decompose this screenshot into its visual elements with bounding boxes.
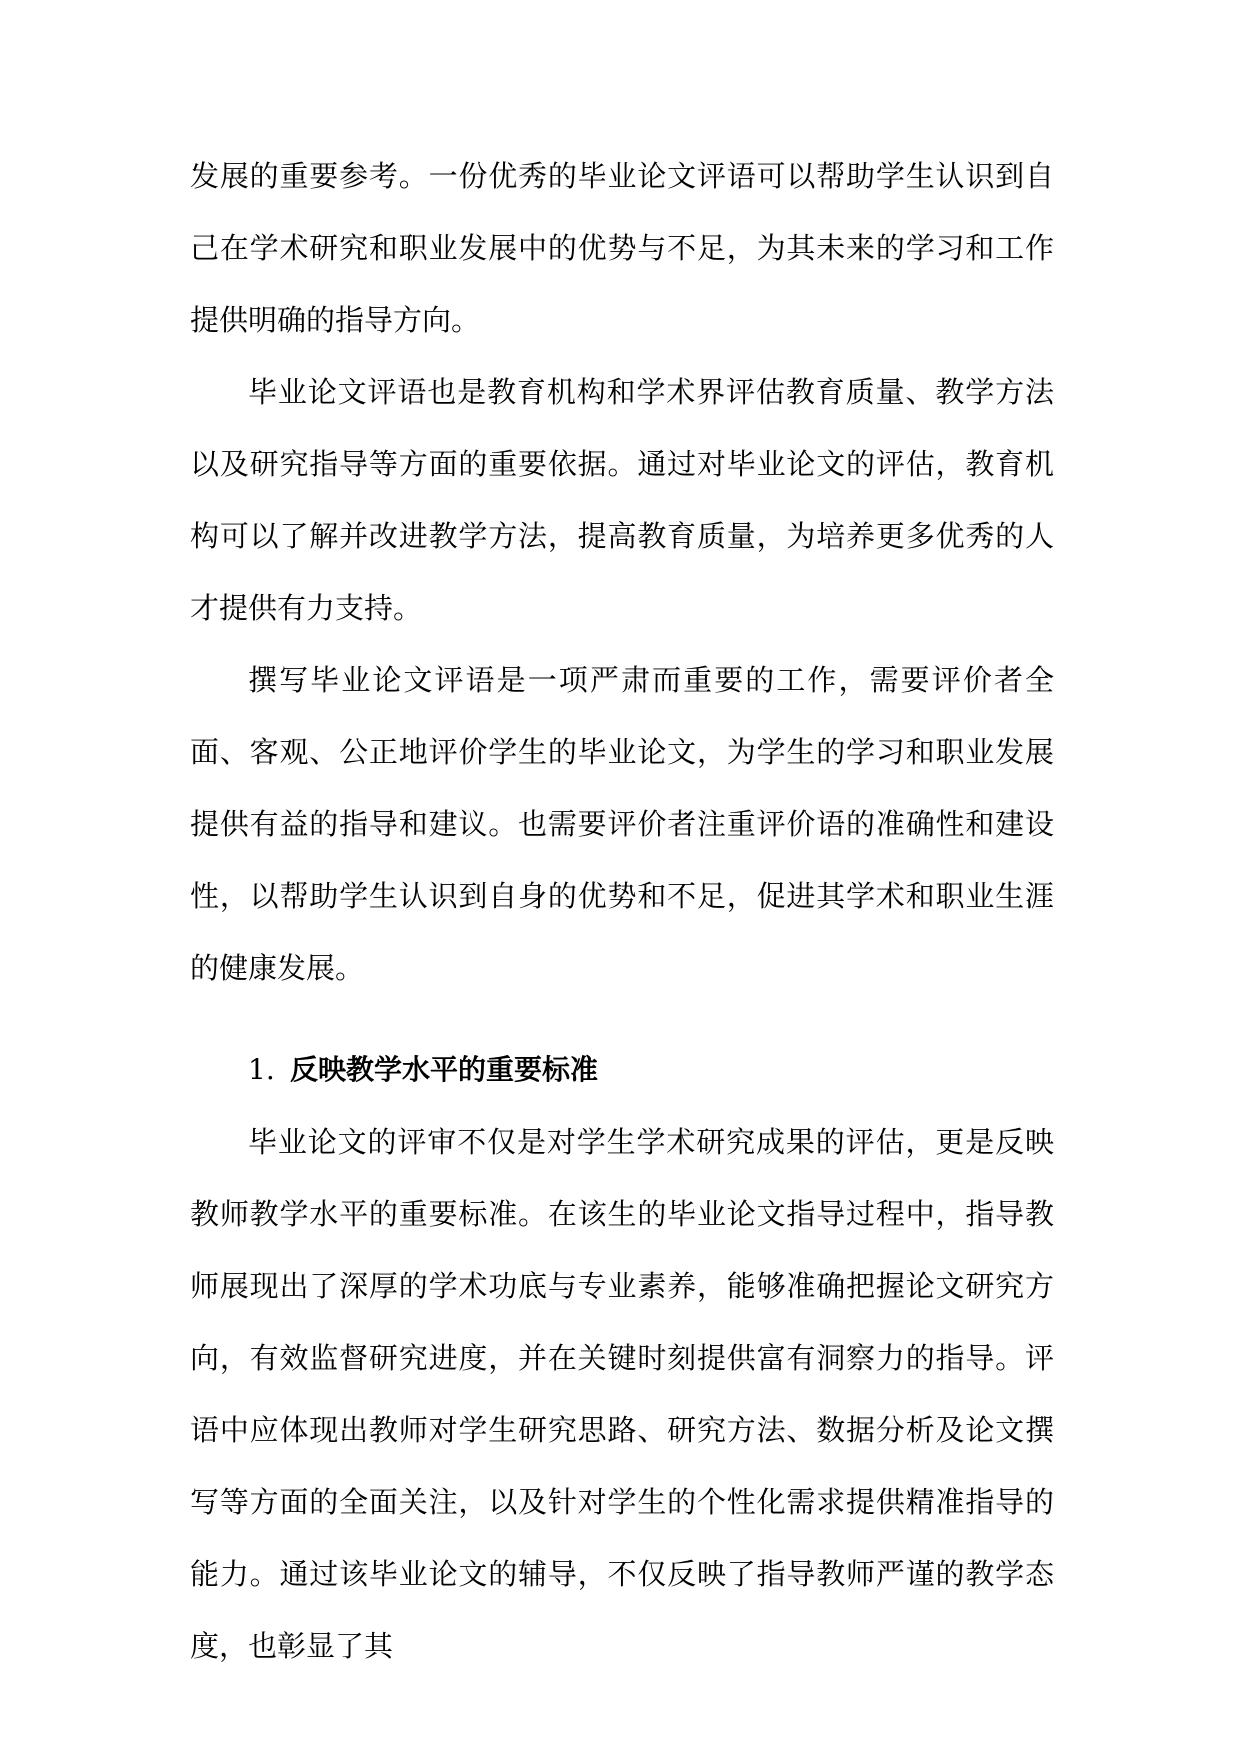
section-heading xyxy=(190,1034,1054,1106)
paragraph-1: 发展的重要参考。一份优秀的毕业论文评语可以帮助学生认识到自己在学术研究和职业发展中的优势与不足，为其未来的学习和工作提供明确的指导方向。 xyxy=(190,159,1054,337)
section-title: 反映教学水平的重要标准 xyxy=(290,1053,599,1086)
paragraph-4: 毕业论文的评审不仅是对学生学术研究成果的评估，更是反映教师教学水平的重要标准。在该生的毕业论文指导过程中，指导教师展现出了深厚的学术功底与专业素养，能够准确把握论文研究方向，有效监督研究进度，并在关键时刻提供富有洞察力的指导。评语中应体现出教师对学生研究思路、研究方法、数据分析及论文撰写等方面的全面关注，以及针对学生的个性化需求提供精准指导的能力。通过该毕业论文的辅导，不仅反映了指导教师严谨的教学态度，也彰显了其 xyxy=(190,1125,1054,1663)
paragraph-3: 撰写毕业论文评语是一项严肃而重要的工作，需要评价者全面、客观、公正地评价学生的毕业论文，为学生的学习和职业发展提供有益的指导和建议。也需要评价者注重评价语的准确性和建设性，以帮助学生认识到自身的优势和不足，促进其学术和职业生涯的健康发展。 xyxy=(190,663,1054,985)
paragraph-2: 毕业论文评语也是教育机构和学术界评估教育质量、教学方法以及研究指导等方面的重要依据。通过对毕业论文的评估，教育机构可以了解并改进教学方法，提高教育质量，为培养更多优秀的人才提供有力支持。 xyxy=(190,375,1054,625)
section-number: 1. xyxy=(248,1053,275,1086)
document-body xyxy=(190,140,1054,1682)
